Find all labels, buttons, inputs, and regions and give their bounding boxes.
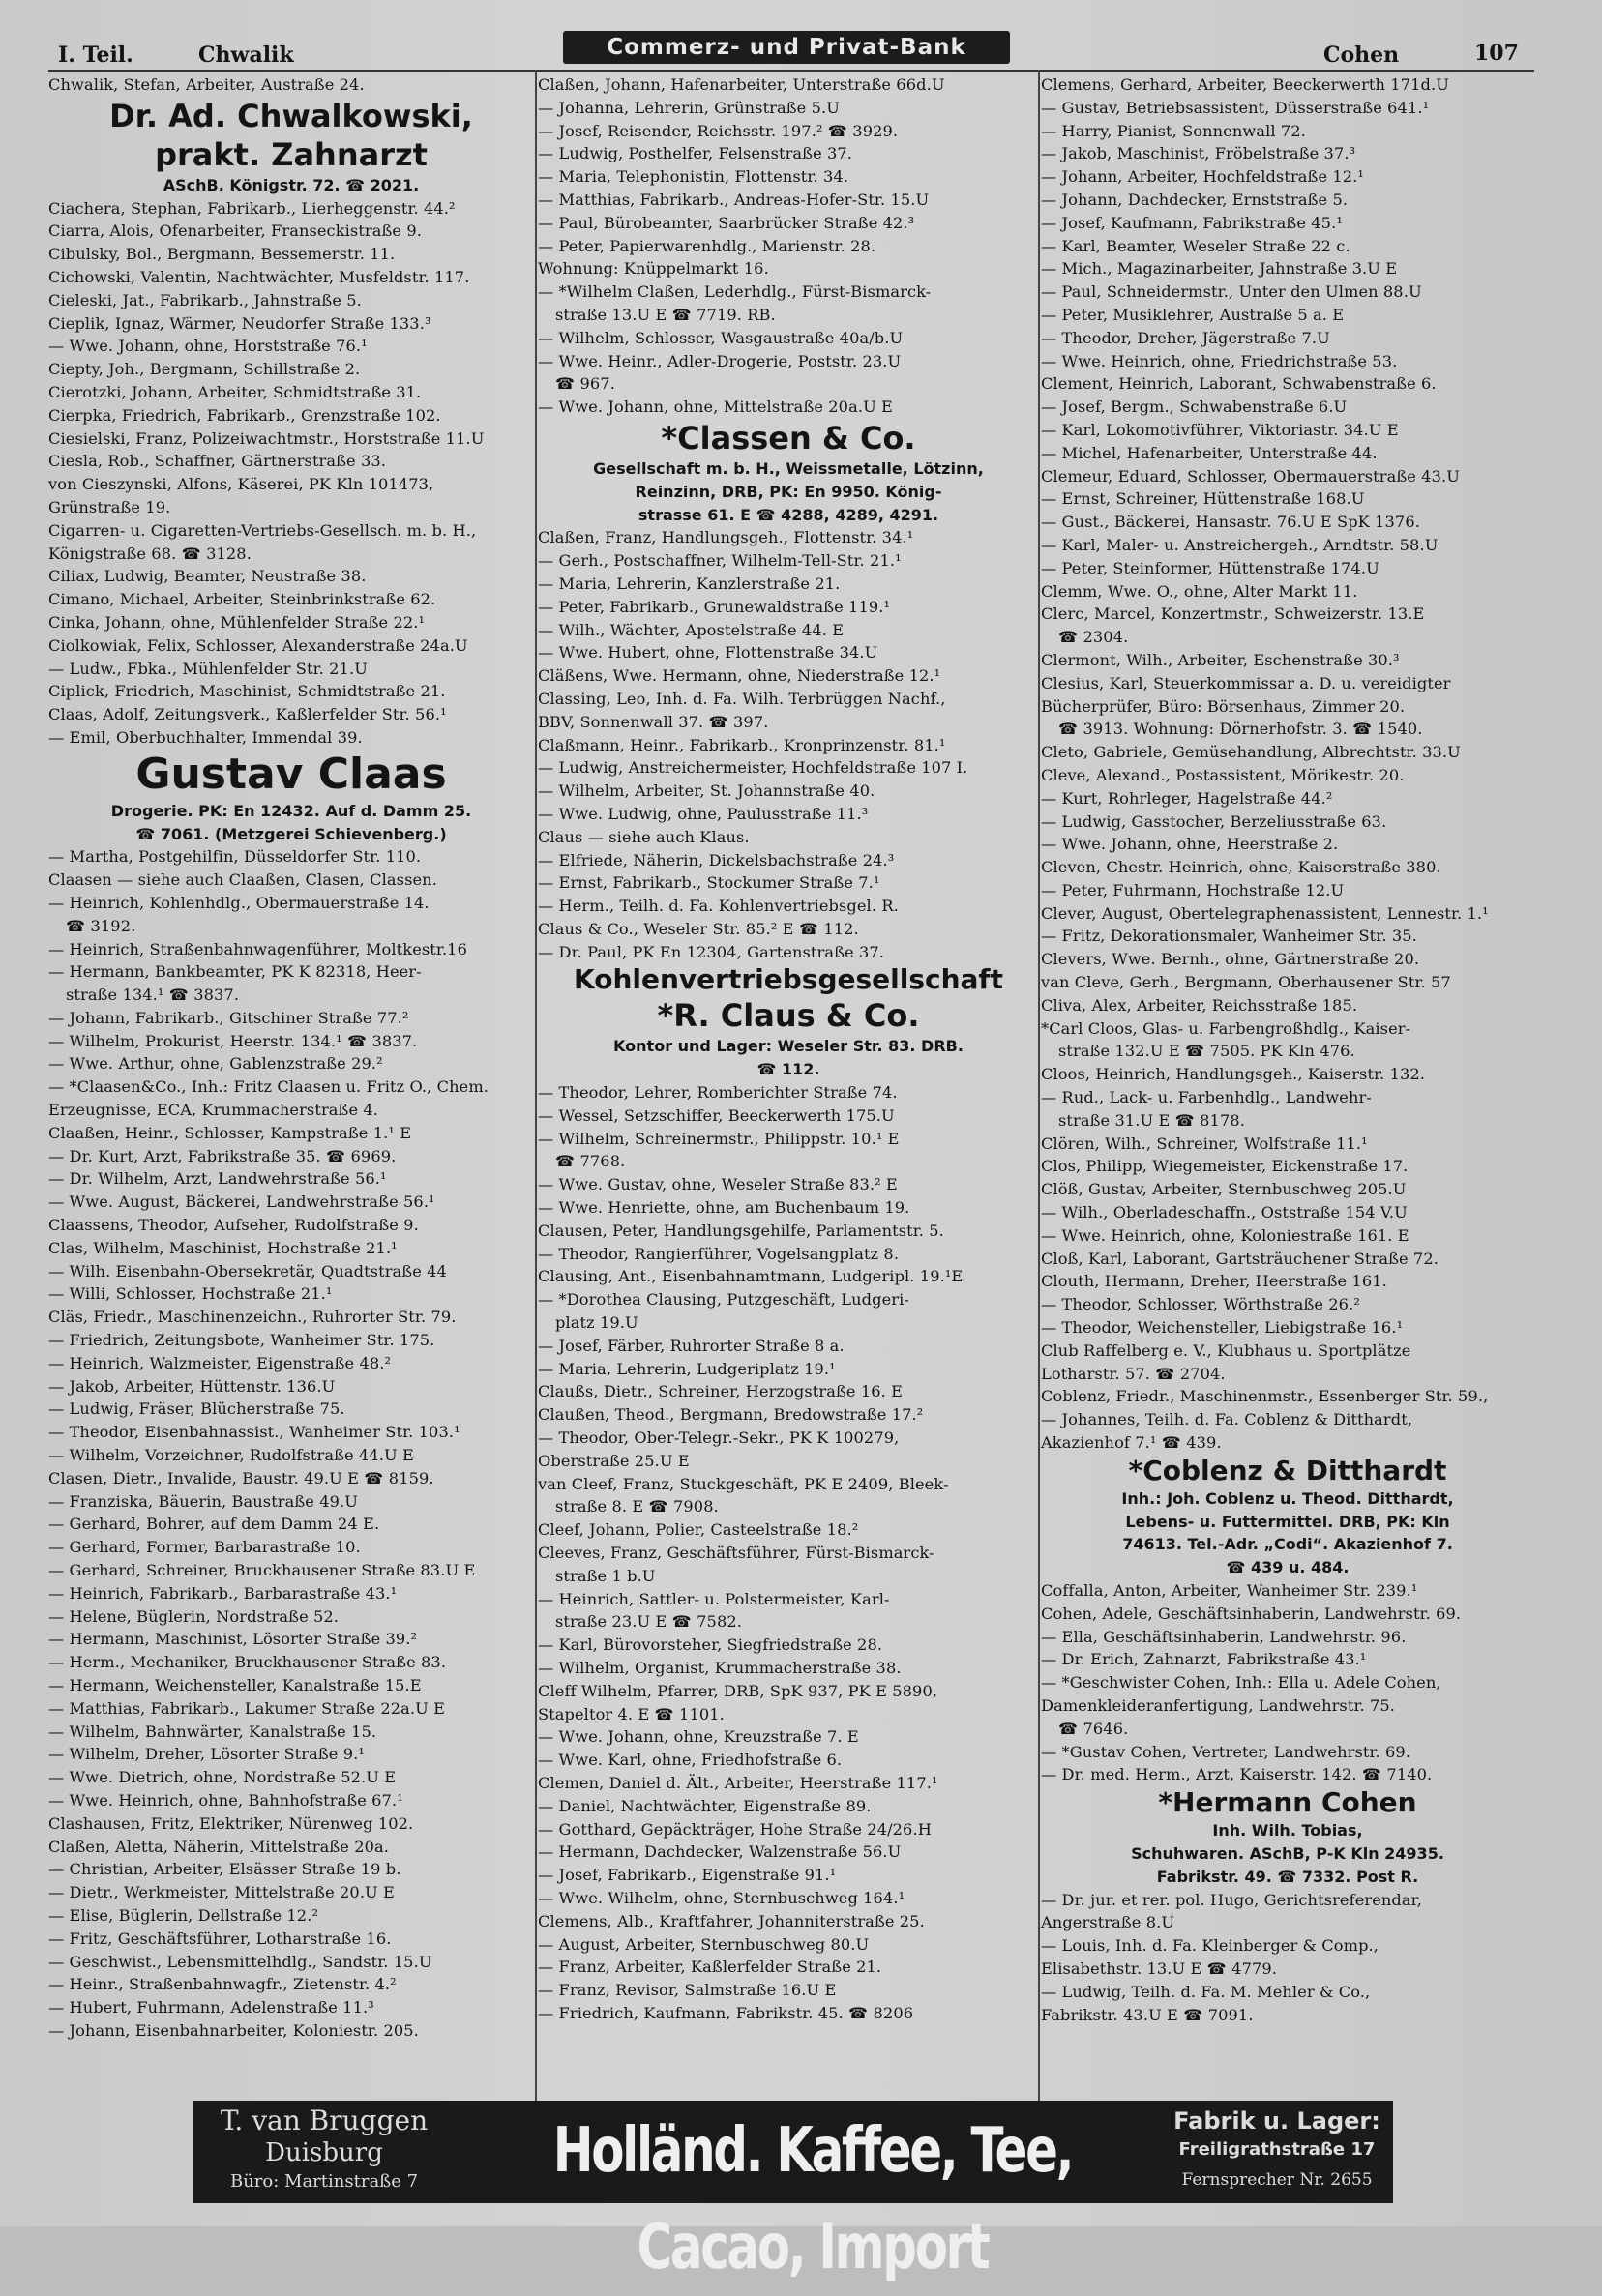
directory-entry: — Gerhard, Bohrer, auf dem Damm 24 E. xyxy=(48,1515,380,1534)
directory-entry: — Wwe. Wilhelm, ohne, Sternbuschweg 164.¹ xyxy=(538,1888,905,1907)
directory-entry: Cleve, Alexand., Postassistent, Mörikestr. 20. xyxy=(1041,765,1405,784)
directory-entry: — Wwe. Johann, ohne, Heerstraße 2. xyxy=(1041,835,1339,854)
directory-entry: Ciliax, Ludwig, Beamter, Neustraße 38. xyxy=(48,567,367,586)
directory-entry: — Wwe. August, Bäckerei, Landwehrstraße 56.¹ xyxy=(48,1192,435,1212)
directory-entry: Bücherprüfer, Büro: Börsenhaus, Zimmer 20. xyxy=(1041,696,1406,716)
directory-entry: Cliva, Alex, Arbeiter, Reichsstraße 185. xyxy=(1041,995,1358,1015)
directory-entry: — Wwe. Henriette, ohne, am Buchenbaum 19. xyxy=(538,1198,910,1218)
directory-entry: — Karl, Bürovorsteher, Siegfriedstraße 28. xyxy=(538,1635,883,1655)
directory-entry: — Wwe. Heinrich, ohne, Bahnhofstraße 67.¹ xyxy=(48,1790,403,1810)
directory-entry: — Mich., Magazinarbeiter, Jahnstraße 3.U E xyxy=(1041,259,1398,279)
directory-entry: — Jakob, Maschinist, Fröbelstraße 37.³ xyxy=(1041,144,1356,163)
directory-entry: straße 31.U E ☎ 8178. xyxy=(1058,1110,1245,1130)
directory-entry: — Gotthard, Gepäckträger, Hohe Straße 24/26.H xyxy=(538,1819,932,1839)
directory-entry: — Dr. Wilhelm, Arzt, Landwehrstraße 56.¹ xyxy=(48,1169,387,1189)
ad-phone: ☎ 7061. (Metzgerei Schievenberg.) xyxy=(135,824,447,843)
directory-entry: — Karl, Beamter, Weseler Straße 22 c. xyxy=(1041,236,1350,255)
directory-entry: Clevers, Wwe. Bernh., ohne, Gärtnerstraße 20. xyxy=(1041,950,1420,969)
directory-entry: — Wwe. Johann, ohne, Kreuzstraße 7. E xyxy=(538,1727,859,1747)
directory-entry: Cläßens, Wwe. Hermann, ohne, Niederstraße 12.¹ xyxy=(538,666,941,686)
directory-entry: — Dr. Erich, Zahnarzt, Fabrikstraße 43.¹ xyxy=(1041,1650,1367,1669)
directory-entry: Cigarren- u. Cigaretten-Vertriebs-Gesellsch. m. b. H., xyxy=(48,520,477,540)
directory-entry: — Josef, Färber, Ruhrorter Straße 8 a. xyxy=(538,1336,845,1355)
directory-entry: Ciesielski, Franz, Polizeiwachtmstr., Horststraße 11.U xyxy=(48,428,485,448)
directory-entry: Cimano, Michael, Arbeiter, Steinbrinkstraße 62. xyxy=(48,590,436,609)
ad-details: Reinzinn, DRB, PK: En 9950. König- xyxy=(635,482,942,501)
directory-entry: Ciplick, Friedrich, Maschinist, Schmidtstraße 21. xyxy=(48,682,446,701)
entries-group xyxy=(48,845,534,2042)
directory-entry: Claassens, Theodor, Aufseher, Rudolfstraße 9. xyxy=(48,1216,419,1235)
ad-phone: ☎ 439 u. 484. xyxy=(1226,1558,1350,1577)
directory-entry: — Rud., Lack- u. Farbenhdlg., Landwehr- xyxy=(1041,1088,1372,1107)
directory-entry: — Wwe. Heinrich, ohne, Koloniestraße 161. E xyxy=(1041,1225,1409,1245)
directory-entry: Claßen, Johann, Hafenarbeiter, Unterstraße 66d.U xyxy=(538,75,945,94)
directory-entry: — Herm., Mechaniker, Bruckhausener Straße 83. xyxy=(48,1653,447,1672)
directory-entry: Club Raffelberg e. V., Klubhaus u. Sportplätze xyxy=(1041,1340,1411,1360)
directory-entry: — Herm., Teilh. d. Fa. Kohlenvertriebsgel. R. xyxy=(538,897,899,916)
directory-entry: Cloos, Heinrich, Handlungsgeh., Kaiserstr. 132. xyxy=(1041,1065,1426,1084)
directory-entry: — Fritz, Geschäftsführer, Lotharstraße 16. xyxy=(48,1928,392,1948)
directory-entry: — Wwe. Johann, ohne, Mittelstraße 20a.U E xyxy=(538,397,893,417)
footer-advertisement xyxy=(193,2101,1393,2283)
directory-entry: ☎ 967. xyxy=(555,374,615,394)
directory-entry: — Wilhelm, Arbeiter, St. Johannstraße 40. xyxy=(538,781,875,801)
entries-group xyxy=(48,197,534,750)
directory-entry: Grünstraße 19. xyxy=(48,497,171,516)
ad-claus xyxy=(538,963,1039,1081)
directory-entry: — Martha, Postgehilfin, Düsseldorfer Str. 110. xyxy=(48,847,422,867)
directory-entry: — Wilhelm, Bahnwärter, Kanalstraße 15. xyxy=(48,1722,377,1741)
entries-group xyxy=(1041,1579,1534,1786)
directory-entry: — Theodor, Rangierführer, Vogelsangplatz 8. xyxy=(538,1244,900,1263)
directory-entry: Clemen, Daniel d. Ält., Arbeiter, Heerstraße 117.¹ xyxy=(538,1773,938,1792)
ad-details: Lebens- u. Futtermittel. DRB, PK: Kln xyxy=(1125,1512,1450,1531)
directory-entry: — Wwe. Hubert, ohne, Flottenstraße 34.U xyxy=(538,643,878,662)
part-label: I. Teil. xyxy=(58,43,134,68)
directory-entry: Clasen, Dietr., Invalide, Baustr. 49.U E ☎ 8159. xyxy=(48,1468,434,1487)
directory-entry: — Wwe. Dietrich, ohne, Nordstraße 52.U E xyxy=(48,1768,397,1787)
ad-details: 74613. Tel.-Adr. „Codi“. Akazienhof 7. xyxy=(1122,1535,1453,1554)
directory-entry: Cohen, Adele, Geschäftsinhaberin, Landwehrstr. 69. xyxy=(1041,1604,1462,1623)
directory-entry: — Elfriede, Näherin, Dickelsbachstraße 24.³ xyxy=(538,850,895,869)
directory-entry: platz 19.U xyxy=(555,1313,638,1333)
directory-entry: — Kurt, Rohrleger, Hagelstraße 44.² xyxy=(1041,788,1333,808)
directory-entry: Cichowski, Valentin, Nachtwächter, Musfeldstr. 117. xyxy=(48,267,470,286)
directory-entry: Cleto, Gabriele, Gemüsehandlung, Albrechtstr. 33.U xyxy=(1041,743,1461,762)
directory-entry: — Emil, Oberbuchhalter, Immendal 39. xyxy=(48,727,363,747)
ad-claas xyxy=(48,750,534,846)
directory-entry: Damenkleideranfertigung, Landwehrstr. 75. xyxy=(1041,1695,1396,1715)
directory-entry: — Wwe. Johann, ohne, Horststraße 76.¹ xyxy=(48,337,368,356)
directory-entry: Claas, Adolf, Zeitungsverk., Kaßlerfelder Str. 56.¹ xyxy=(48,705,447,724)
directory-entry: — Gerhard, Former, Barbarastraße 10. xyxy=(48,1538,361,1557)
directory-entry: Claußs, Dietr., Schreiner, Herzogstraße 16. E xyxy=(538,1382,904,1401)
directory-entry: — Josef, Reisender, Reichsstr. 197.² ☎ 3929. xyxy=(538,121,899,140)
directory-entry: — *Geschwister Cohen, Inh.: Ella u. Adele Cohen, xyxy=(1041,1673,1441,1693)
page-number: 107 xyxy=(1474,41,1519,66)
directory-entry: Clemens, Gerhard, Arbeiter, Beeckerwerth 171d.U xyxy=(1041,75,1449,94)
directory-entry: — Harry, Pianist, Sonnenwall 72. xyxy=(1041,121,1306,140)
ad-details: Schuhwaren. ASchB, P-K Kln 24935. xyxy=(1131,1843,1444,1863)
directory-entry: van Cleef, Franz, Stuckgeschäft, PK E 2409, Bleek- xyxy=(538,1474,949,1493)
ad-title: *Coblenz & Ditthardt xyxy=(1128,1454,1447,1487)
directory-entry: Clever, August, Obertelegraphenassistent, Lennestr. 1.¹ xyxy=(1041,903,1489,923)
ad-details: Drogerie. PK: En 12432. Auf d. Damm 25. xyxy=(110,801,472,820)
entries-group xyxy=(538,74,1039,419)
directory-entry: Clören, Wilh., Schreiner, Wolfstraße 11.¹ xyxy=(1041,1133,1368,1153)
directory-entry: Angerstraße 8.U xyxy=(1041,1913,1175,1932)
directory-entry: Chwalik, Stefan, Arbeiter, Austraße 24. xyxy=(48,75,365,94)
directory-entry: — Fritz, Dekorationsmaler, Wanheimer Str. 35. xyxy=(1041,927,1417,946)
directory-entry: Elisabethstr. 13.U E ☎ 4779. xyxy=(1041,1958,1278,1978)
directory-entry: — August, Arbeiter, Sternbuschweg 80.U xyxy=(538,1934,870,1954)
column-1 xyxy=(48,74,534,2100)
ad-details: Gesellschaft m. b. H., Weissmetalle, Lötzinn, xyxy=(593,458,984,478)
directory-entry: Clerc, Marcel, Konzertmstr., Schweizerstr. 13.E xyxy=(1041,604,1425,624)
directory-entry: Cieleski, Jat., Fabrikarb., Jahnstraße 5. xyxy=(48,290,362,309)
directory-entry: Clermont, Wilh., Arbeiter, Eschenstraße 30.³ xyxy=(1041,650,1400,669)
ad-classen xyxy=(538,419,1039,526)
directory-entry: — Willi, Schlosser, Hochstraße 21.¹ xyxy=(48,1284,333,1304)
directory-entry: — Wilh., Wächter, Apostelstraße 44. E xyxy=(538,620,845,639)
directory-entry: Cinka, Johann, ohne, Mühlenfelder Straße 22.¹ xyxy=(48,612,426,632)
directory-entry: — Wwe. Heinrich, ohne, Friedrichstraße 53. xyxy=(1041,351,1398,370)
directory-entry: Cleeves, Franz, Geschäftsführer, Fürst-Bismarck- xyxy=(538,1544,934,1563)
directory-entry: — Karl, Lokomotivführer, Viktoriastr. 34.U E xyxy=(1041,420,1399,439)
directory-entry: — Friedrich, Kaufmann, Fabrikstr. 45. ☎ 8206 xyxy=(538,2003,914,2022)
directory-entry: — Wwe. Karl, ohne, Friedhofstraße 6. xyxy=(538,1751,843,1770)
directory-entry: von Cieszynski, Alfons, Käserei, PK Kln 101473, xyxy=(48,475,434,494)
directory-entry: Cläs, Friedr., Maschinenzeichn., Ruhrorter Str. 79. xyxy=(48,1308,457,1327)
directory-entry: ☎ 2304. xyxy=(1058,628,1129,647)
directory-entry: — Johann, Fabrikarb., Gitschiner Straße 77.² xyxy=(48,1008,409,1027)
ad-coblenz xyxy=(1041,1455,1534,1579)
directory-entry: — *Claasen&Co., Inh.: Fritz Claasen u. Fritz O., Chem. xyxy=(48,1077,490,1097)
directory-entry: — Johann, Dachdecker, Ernststraße 5. xyxy=(1041,190,1349,209)
ad-subtitle: prakt. Zahnarzt xyxy=(155,135,428,173)
directory-entry: Clouth, Hermann, Dreher, Heerstraße 161. xyxy=(1041,1272,1387,1291)
directory-entry: — Hermann, Weichensteller, Kanalstraße 15.E xyxy=(48,1676,422,1694)
footer-phone: Fernsprecher Nr. 2655 xyxy=(1181,2170,1373,2190)
directory-entry: Claus & Co., Weseler Str. 85.² E ☎ 112. xyxy=(538,919,859,938)
ad-details: Inh. Wilh. Tobias, xyxy=(1212,1821,1363,1840)
directory-entry: — Heinrich, Walzmeister, Eigenstraße 48.² xyxy=(48,1353,392,1372)
directory-entry: Akazienhof 7.¹ ☎ 439. xyxy=(1041,1433,1222,1453)
directory-entry: Königstraße 68. ☎ 3128. xyxy=(48,544,252,563)
directory-entry: — Paul, Bürobeamter, Saarbrücker Straße 42.³ xyxy=(538,213,915,232)
entries-group xyxy=(48,74,534,97)
directory-entry: — Heinrich, Straßenbahnwagenführer, Moltkestr.16 xyxy=(48,939,467,958)
directory-entry: — Wwe. Ludwig, ohne, Paulusstraße 11.³ xyxy=(538,804,869,823)
directory-entry: Oberstraße 25.U E xyxy=(538,1451,690,1470)
footer-factory-block xyxy=(1161,2106,1393,2195)
directory-entry: — Christian, Arbeiter, Elsässer Straße 19 b. xyxy=(48,1860,401,1879)
directory-entry: Cierotzki, Johann, Arbeiter, Schmidtstraße 31. xyxy=(48,382,422,401)
directory-entry: Erzeugnisse, ECA, Krummacherstraße 4. xyxy=(48,1101,379,1120)
directory-entry: — Wilhelm, Schlosser, Wasgaustraße 40a/b.U xyxy=(538,328,904,347)
directory-entry: — Wilhelm, Vorzeichner, Rudolfstraße 44.U E xyxy=(48,1446,414,1465)
ad-details: Kontor und Lager: Weseler Str. 83. DRB. xyxy=(613,1037,964,1056)
directory-entry: Claßmann, Heinr., Fabrikarb., Kronprinzenstr. 81.¹ xyxy=(538,735,946,754)
directory-entry: BBV, Sonnenwall 37. ☎ 397. xyxy=(538,712,769,731)
directory-entry: — Ernst, Fabrikarb., Stockumer Straße 7.¹ xyxy=(538,873,880,893)
directory-entry: — Theodor, Eisenbahnassist., Wanheimer Str. 103.¹ xyxy=(48,1423,460,1442)
ad-phone: ☎ 112. xyxy=(756,1060,820,1079)
footer-city: Duisburg xyxy=(265,2138,383,2167)
directory-entry: — Theodor, Dreher, Jägerstraße 7.U xyxy=(1041,328,1330,347)
directory-entry: straße 1 b.U xyxy=(555,1566,656,1585)
directory-entry: — Wwe. Heinr., Adler-Drogerie, Poststr. 23.U xyxy=(538,351,902,370)
entries-group xyxy=(1041,1889,1534,2027)
directory-entry: Claaßen, Heinr., Schlosser, Kampstraße 1.¹ E xyxy=(48,1123,412,1142)
directory-entry: — Wessel, Setzschiffer, Beeckerwerth 175.U xyxy=(538,1105,895,1125)
directory-entry: — Daniel, Nachtwächter, Eigenstraße 89. xyxy=(538,1796,872,1815)
directory-entry: — Friedrich, Zeitungsbote, Wanheimer Str. 175. xyxy=(48,1331,435,1350)
column-divider xyxy=(535,70,537,2101)
directory-entry: — Theodor, Weichensteller, Liebigstraße 16.¹ xyxy=(1041,1318,1404,1338)
directory-entry: Stapeltor 4. E ☎ 1101. xyxy=(538,1704,725,1723)
directory-entry: — Dr. med. Herm., Arzt, Kaiserstr. 142. ☎ 7140. xyxy=(1041,1765,1433,1784)
directory-entry: — Ludwig, Teilh. d. Fa. M. Mehler & Co., xyxy=(1041,1982,1371,2001)
directory-entry: — Johann, Arbeiter, Hochfeldstraße 12.¹ xyxy=(1041,167,1365,187)
directory-entry: — Louis, Inh. d. Fa. Kleinberger & Comp., xyxy=(1041,1936,1380,1956)
ad-phone: Fabrikstr. 49. ☎ 7332. Post R. xyxy=(1156,1867,1419,1886)
bank-banner: Commerz- und Privat-Bank xyxy=(563,31,1010,64)
ad-details: ASchB. Königstr. 72. ☎ 2021. xyxy=(163,175,420,194)
directory-entry: Wohnung: Knüppelmarkt 16. xyxy=(538,259,769,279)
directory-entry: — Maria, Telephonistin, Flottenstr. 34. xyxy=(538,167,849,187)
directory-entry: Ciesla, Rob., Schaffner, Gärtnerstraße 33. xyxy=(48,452,387,471)
directory-entry: van Cleve, Gerh., Bergmann, Oberhausener Str. 57 xyxy=(1041,973,1451,992)
directory-entry: — Johanna, Lehrerin, Grünstraße 5.U xyxy=(538,98,840,117)
directory-entry: — Peter, Papierwarenhdlg., Marienstr. 28. xyxy=(538,236,876,255)
directory-entry: — Johannes, Teilh. d. Fa. Coblenz & Ditthardt, xyxy=(1041,1410,1413,1429)
directory-entry: — Dr. Paul, PK En 12304, Gartenstraße 37. xyxy=(538,942,884,961)
directory-entry: — *Gustav Cohen, Vertreter, Landwehrstr. 69. xyxy=(1041,1742,1411,1761)
directory-entry: straße 132.U E ☎ 7505. PK Kln 476. xyxy=(1058,1042,1355,1061)
column-2 xyxy=(538,74,1039,2100)
directory-entry: — *Dorothea Clausing, Putzgeschäft, Ludgeri- xyxy=(538,1290,909,1310)
footer-company-block xyxy=(193,2105,455,2195)
directory-entry: — Ludwig, Anstreichermeister, Hochfeldstraße 107 I. xyxy=(538,758,968,778)
entries-group xyxy=(1041,74,1534,1455)
directory-entry: Clas, Wilhelm, Maschinist, Hochstraße 21.¹ xyxy=(48,1238,398,1257)
directory-entry: Clemens, Alb., Kraftfahrer, Johanniterstraße 25. xyxy=(538,1911,925,1930)
directory-entry: — Heinr., Straßenbahnwagfr., Zietenstr. 4.² xyxy=(48,1975,397,1994)
directory-entry: Clemm, Wwe. O., ohne, Alter Markt 11. xyxy=(1041,581,1358,601)
directory-entry: — Dietr., Werkmeister, Mittelstraße 20.U E xyxy=(48,1883,395,1902)
directory-entry: — Josef, Kaufmann, Fabrikstraße 45.¹ xyxy=(1041,213,1343,232)
entries-group xyxy=(538,1081,1039,2025)
directory-entry: Clos, Philipp, Wiegemeister, Eickenstraße 17. xyxy=(1041,1157,1409,1176)
directory-entry: Ciolkowiak, Felix, Schlosser, Alexanderstraße 24a.U xyxy=(48,635,468,655)
directory-entry: — Peter, Fabrikarb., Grunewaldstraße 119.¹ xyxy=(538,597,891,616)
directory-entry: — Gust., Bäckerei, Hansastr. 76.U E SpK 1376. xyxy=(1041,513,1420,532)
directory-entry: — Ernst, Schreiner, Hüttenstraße 168.U xyxy=(1041,489,1365,509)
directory-entry: — Hermann, Bankbeamter, PK K 82318, Heer- xyxy=(48,962,422,982)
ad-title: Dr. Ad. Chwalkowski, xyxy=(109,97,473,134)
directory-entry: Classing, Leo, Inh. d. Fa. Wilh. Terbrüggen Nachf., xyxy=(538,689,946,708)
directory-entry: — Helene, Büglerin, Nordstraße 52. xyxy=(48,1606,340,1626)
directory-entry: Clausen, Peter, Handlungsgehilfe, Parlamentstr. 5. xyxy=(538,1221,944,1240)
directory-entry: — Karl, Maler- u. Anstreichergeh., Arndtstr. 58.U xyxy=(1041,535,1439,554)
directory-entry: — Maria, Lehrerin, Kanzlerstraße 21. xyxy=(538,574,841,593)
directory-entry: — Heinrich, Fabrikarb., Barbarastraße 43.¹ xyxy=(48,1583,398,1603)
directory-entry: — Theodor, Schlosser, Wörthstraße 26.² xyxy=(1041,1295,1360,1314)
directory-entry: — Matthias, Fabrikarb., Lakumer Straße 22a.U E xyxy=(48,1698,446,1718)
directory-entry: Cleef, Johann, Polier, Casteelstraße 18.² xyxy=(538,1520,859,1540)
directory-entry: *Carl Cloos, Glas- u. Farbengroßhdlg., Kaiser- xyxy=(1041,1018,1411,1038)
directory-entry: Claßen, Aletta, Näherin, Mittelstraße 20a. xyxy=(48,1837,390,1856)
directory-entry: Clöß, Gustav, Arbeiter, Sternbuschweg 205.U xyxy=(1041,1180,1407,1199)
directory-entry: — Geschwist., Lebensmittelhdlg., Sandstr. 15.U xyxy=(48,1952,432,1971)
footer-office: Büro: Martinstraße 7 xyxy=(229,2171,419,2192)
ad-details: Inh.: Joh. Coblenz u. Theod. Ditthardt, xyxy=(1121,1488,1454,1508)
directory-entry: — Wwe. Gustav, ohne, Weseler Straße 83.² E xyxy=(538,1175,898,1194)
directory-entry: — Matthias, Fabrikarb., Andreas-Hofer-Str. 15.U xyxy=(538,190,930,209)
directory-entry: — Ella, Geschäftsinhaberin, Landwehrstr. 96. xyxy=(1041,1627,1407,1646)
running-head-left: Chwalik xyxy=(198,43,294,68)
directory-entry: — Heinrich, Kohlenhdlg., Obermauerstraße 14. xyxy=(48,893,430,912)
directory-entry: — Wwe. Arthur, ohne, Gablenzstraße 29.² xyxy=(48,1054,383,1074)
directory-entry: — Ludwig, Gasstocher, Berzeliusstraße 63. xyxy=(1041,811,1387,831)
directory-entry: Ciepty, Joh., Bergmann, Schillstraße 2. xyxy=(48,360,361,379)
directory-entry: — Ludw., Fbka., Mühlenfelder Str. 21.U xyxy=(48,659,368,678)
directory-entry: — *Wilhelm Claßen, Lederhdlg., Fürst-Bismarck- xyxy=(538,282,932,302)
directory-entry: Clement, Heinrich, Laborant, Schwabenstraße 6. xyxy=(1041,374,1437,394)
directory-entry: Clausing, Ant., Eisenbahnamtmann, Ludgeripl. 19.¹E xyxy=(538,1267,964,1286)
entries-group xyxy=(538,526,1039,963)
footer-factory-label: Fabrik u. Lager: xyxy=(1173,2107,1380,2134)
directory-entry: straße 134.¹ ☎ 3837. xyxy=(66,986,240,1005)
directory-entry: Cleff Wilhelm, Pfarrer, DRB, SpK 937, PK E 5890, xyxy=(538,1681,938,1700)
directory-entry: — Ludwig, Fräser, Blücherstraße 75. xyxy=(48,1399,345,1419)
directory-entry: ☎ 7646. xyxy=(1058,1719,1129,1738)
directory-entry: Ciarra, Alois, Ofenarbeiter, Franseckistraße 9. xyxy=(48,221,422,241)
footer-slogan: Holländ. Kaffee, Tee, Cacao, Import xyxy=(552,2115,1073,2283)
directory-entry: ☎ 3192. xyxy=(66,916,136,935)
directory-entry: — Michel, Hafenarbeiter, Unterstraße 44. xyxy=(1041,443,1378,462)
footer-factory-street: Freiligrathstraße 17 xyxy=(1178,2139,1376,2160)
directory-entry: straße 13.U E ☎ 7719. RB. xyxy=(555,305,776,324)
directory-entry: Coffalla, Anton, Arbeiter, Wanheimer Str. 239.¹ xyxy=(1041,1581,1418,1600)
directory-entry: — Peter, Musiklehrer, Austraße 5 a. E xyxy=(1041,305,1345,324)
ad-cohen xyxy=(1041,1786,1534,1888)
directory-entry: Cleven, Chestr. Heinrich, ohne, Kaiserstraße 380. xyxy=(1041,858,1441,877)
directory-entry: Clashausen, Fritz, Elektriker, Nürenweg 102. xyxy=(48,1813,414,1833)
directory-entry: Coblenz, Friedr., Maschinenmstr., Essenberger Str. 59., xyxy=(1041,1387,1489,1406)
directory-entry: — Franz, Revisor, Salmstraße 16.U E xyxy=(538,1981,837,2000)
directory-entry: Cloß, Karl, Laborant, Gartsträuchener Straße 72. xyxy=(1041,1249,1439,1268)
ad-title: *Classen & Co. xyxy=(661,419,916,456)
directory-entry: Lotharstr. 57. ☎ 2704. xyxy=(1041,1364,1226,1383)
directory-entry: Fabrikstr. 43.U E ☎ 7091. xyxy=(1041,2005,1254,2024)
directory-entry: — Heinrich, Sattler- u. Polstermeister, Karl- xyxy=(538,1589,890,1608)
directory-entry: — Dr. Kurt, Arzt, Fabrikstraße 35. ☎ 6969. xyxy=(48,1146,397,1165)
directory-entry: — Gustav, Betriebsassistent, Düsserstraße 641.¹ xyxy=(1041,98,1430,117)
directory-entry: — Hermann, Dachdecker, Walzenstraße 56.U xyxy=(538,1842,902,1862)
directory-entry: straße 23.U E ☎ 7582. xyxy=(555,1612,742,1632)
directory-entry: Clemeur, Eduard, Schlosser, Obermauerstraße 43.U xyxy=(1041,466,1460,486)
directory-entry: — Franz, Arbeiter, Kaßlerfelder Straße 21. xyxy=(538,1957,882,1977)
directory-entry: — Theodor, Ober-Telegr.-Sekr., PK K 100279, xyxy=(538,1428,900,1448)
directory-entry: — Hubert, Fuhrmann, Adelenstraße 11.³ xyxy=(48,1998,374,2017)
directory-entry: — Franziska, Bäuerin, Baustraße 49.U xyxy=(48,1491,359,1511)
directory-entry: — Wilh. Eisenbahn-Obersekretär, Quadtstraße 44 xyxy=(48,1261,447,1280)
directory-entry: — Wilhelm, Prokurist, Heerstr. 134.¹ ☎ 3837. xyxy=(48,1031,418,1050)
ad-phone: strasse 61. E ☎ 4288, 4289, 4291. xyxy=(638,505,939,524)
directory-entry: — Hermann, Maschinist, Lösorter Straße 39.² xyxy=(48,1630,418,1649)
column-3 xyxy=(1041,74,1534,2100)
directory-entry: — Peter, Steinformer, Hüttenstraße 174.U xyxy=(1041,558,1380,577)
directory-entry: Cibulsky, Bol., Bergmann, Bessemerstr. 11. xyxy=(48,245,396,264)
directory-entry: — Jakob, Arbeiter, Hüttenstr. 136.U xyxy=(48,1376,336,1396)
directory-entry: — Paul, Schneidermstr., Unter den Ulmen 88.U xyxy=(1041,282,1422,302)
running-head-right: Cohen xyxy=(1323,43,1400,68)
directory-entry: — Elise, Büglerin, Dellstraße 12.² xyxy=(48,1905,319,1925)
ad-chwalkowski xyxy=(48,97,534,197)
ad-title: *R. Claus & Co. xyxy=(657,997,920,1035)
directory-entry: ☎ 3913. Wohnung: Dörnerhofstr. 3. ☎ 1540. xyxy=(1058,720,1423,739)
ad-subtitle: Kohlenvertriebsgesellschaft xyxy=(574,963,1003,996)
directory-entry: — Wilhelm, Schreinermstr., Philippstr. 10.¹ E xyxy=(538,1129,900,1148)
ad-title: Gustav Claas xyxy=(135,749,447,799)
directory-entry: Cieplik, Ignaz, Wärmer, Neudorfer Straße 133.³ xyxy=(48,313,431,333)
directory-entry: — Josef, Fabrikarb., Eigenstraße 91.¹ xyxy=(538,1866,837,1885)
directory-entry: Claußen, Theod., Bergmann, Bredowstraße 17.² xyxy=(538,1405,924,1425)
directory-entry: Clesius, Karl, Steuerkommissar a. D. u. vereidigter xyxy=(1041,673,1451,692)
directory-entry: Cierpka, Friedrich, Fabrikarb., Grenzstraße 102. xyxy=(48,405,441,425)
header-rule xyxy=(48,70,1534,72)
directory-entry: — Theodor, Lehrer, Romberichter Straße 74. xyxy=(538,1083,898,1103)
directory-entry: Claus — siehe auch Klaus. xyxy=(538,827,750,846)
ad-title: *Hermann Cohen xyxy=(1158,1786,1417,1819)
directory-entry: Claßen, Franz, Handlungsgeh., Flottenstr. 34.¹ xyxy=(538,528,914,547)
directory-entry: straße 8. E ☎ 7908. xyxy=(555,1497,719,1516)
directory-entry: Claasen — siehe auch Claaßen, Clasen, Classen. xyxy=(48,870,437,890)
directory-entry: ☎ 7768. xyxy=(555,1152,626,1171)
footer-company: T. van Bruggen xyxy=(220,2105,429,2136)
directory-entry: — Gerh., Postschaffner, Wilhelm-Tell-Str. 21.¹ xyxy=(538,551,902,571)
directory-entry: — Peter, Fuhrmann, Hochstraße 12.U xyxy=(1041,880,1345,899)
directory-entry: — Wilhelm, Dreher, Lösorter Straße 9.¹ xyxy=(48,1745,365,1764)
directory-entry: — Dr. jur. et rer. pol. Hugo, Gerichtsreferendar, xyxy=(1041,1890,1422,1909)
directory-entry: — Johann, Eisenbahnarbeiter, Koloniestr. 205. xyxy=(48,2020,419,2040)
directory-entry: — Wilh., Oberladeschaffn., Oststraße 154 V.U xyxy=(1041,1203,1408,1222)
directory-entry: — Maria, Lehrerin, Ludgeriplatz 19.¹ xyxy=(538,1359,836,1378)
directory-entry: — Ludwig, Posthelfer, Felsenstraße 37. xyxy=(538,144,853,163)
directory-entry: — Gerhard, Schreiner, Bruckhausener Straße 83.U E xyxy=(48,1561,476,1580)
directory-entry: — Josef, Bergm., Schwabenstraße 6.U xyxy=(1041,397,1348,417)
directory-entry: — Wilhelm, Organist, Krummacherstraße 38. xyxy=(538,1659,902,1677)
directory-entry: Ciachera, Stephan, Fabrikarb., Lierheggenstr. 44.² xyxy=(48,198,456,218)
